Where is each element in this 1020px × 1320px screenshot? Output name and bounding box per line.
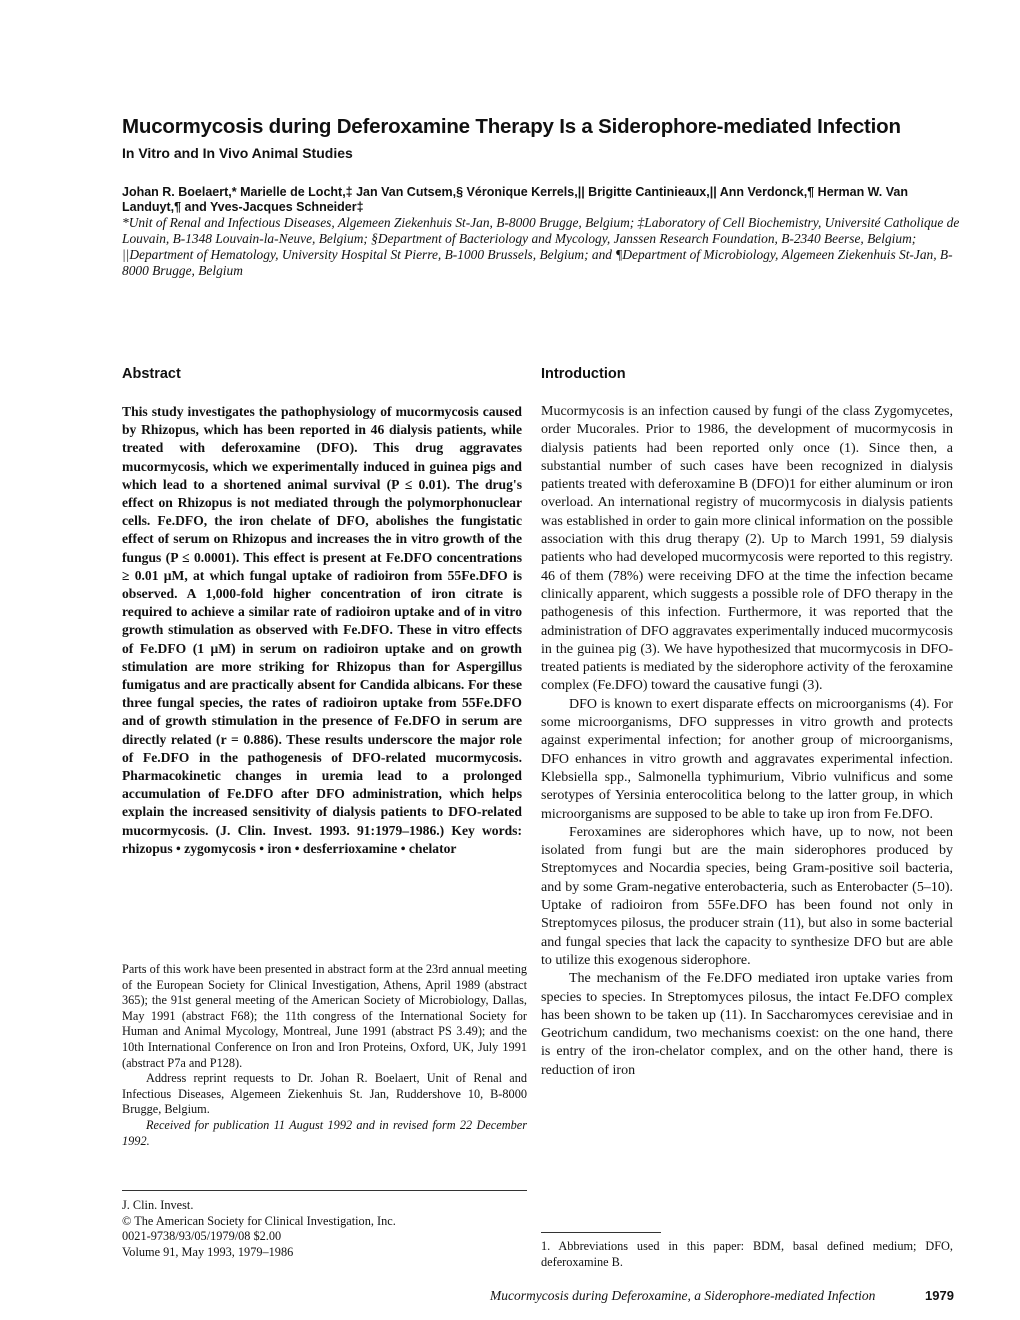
citation-block [122,1198,396,1260]
copyright-line: © The American Society for Clinical Investigation, Inc. [122,1213,396,1228]
article-title: Mucormycosis during Deferoxamine Therapy Is a Siderophore-mediated Infection [122,115,901,138]
article-subtitle: In Vitro and In Vivo Animal Studies [122,145,353,161]
article-notes [122,962,527,1149]
introduction-heading: Introduction [541,366,626,382]
abstract-heading: Abstract [122,366,181,382]
article-code: 0021-9738/93/05/1979/08 $2.00 [122,1229,282,1243]
received-dates: Received for publication 11 August 1992 and in revised form 22 December 1992. [122,1117,527,1148]
affiliations: *Unit of Renal and Infectious Diseases, Algemeen Ziekenhuis St-Jan, B-8000 Brugge, Belgium; ‡Laboratory of Cell Biochemistry, Université Catholique de Louvain, B-1348 Louvain-la-Neuve, Belgium; §Department of Bacteriology and Mycology, Janssen Research Foundation, B-2340 Beerse, Belgium; ||Department of Hematology, University Hospital St Pierre, B-1000 Brussels, Belgium; and ¶Department of Microbiology, Algemeen Ziekenhuis St-Jan, B-8000 Brugge, Belgium [122,215,960,278]
intro-paragraph-4: The mechanism of the Fe.DFO mediated iron uptake varies from species to species. In Streptomyces pilosus, the intact Fe.DFO complex has been shown to be taken up (11). In Saccharomyces cerevisiae and in Geotrichum candidum, two mechanisms coexist: on the one hand, there is entry of the iron-chelator complex, and on the other hand, there is reduction of iron [541,971,953,1078]
abbreviations-footnote: 1. Abbreviations used in this paper: BDM, basal defined medium; DFO, deferoxamine B. [541,1239,953,1269]
volume-line: Volume 91, May 1993, 1979–1986 [122,1244,294,1259]
running-title: Mucormycosis during Deferoxamine, a Siderophore-mediated Infection [490,1288,876,1303]
abstract-text: This study investigates the pathophysiology of mucormycosis caused by Rhizopus, which has been reported in 46 dialysis patients, while treated with deferoxamine (DFO). This drug aggravates mucormycosis, which we experimentally induced in guinea pigs and which lead to a shortened animal survival (P ≤ 0.01). The drug's effect on Rhizopus is not mediated through the polymorphonuclear cells. Fe.DFO, the iron chelate of DFO, abolishes the fungistatic effect of serum on Rhizopus and increases the in vitro growth of the fungus (P ≤ 0.0001). This effect is present at Fe.DFO concentrations ≥ 0.01 μM, at which fungal uptake of radioiron from 55Fe.DFO is observed. A 1,000-fold higher concentration of iron citrate is required to achieve a similar rate of radioiron uptake and of in vitro growth stimulation as observed with Fe.DFO. These in vitro effects of Fe.DFO (1 μM) in serum on radioiron uptake and on growth stimulation are more striking for Rhizopus than for Aspergillus fumigatus and are practically absent for Candida albicans. For these three fungal species, the rates of radioiron uptake from 55Fe.DFO and of growth stimulation in the presence of Fe.DFO in serum are directly related (r = 0.886). These results underscore the major role of Fe.DFO in the pathogenesis of DFO-related mucormycosis. Pharmacokinetic changes in uremia lead to a prolonged accumulation of Fe.DFO after DFO administration, which helps explain the increased sensitivity of dialysis patients to DFO-related mucormycosis. (J. Clin. Invest. 1993. 91:1979–1986.) Key words: rhizopus • zygomycosis • iron • desferrioxamine • chelator [122,404,522,856]
intro-paragraph-2: DFO is known to exert disparate effects on microorganisms (4). For some microorganisms, DFO suppresses in vitro growth and protects against experimental infection; for another group of microorganisms, DFO enhances in vitro growth and aggravates experimental infection. Klebsiella spp., Salmonella typhimurium, Vibrio vulnificus and some serotypes of Yersinia enterocolitica belong to the latter group, in which microorganisms are supposed to be able to take up iron from Fe.DFO. [541,696,953,822]
intro-paragraph-1: Mucormycosis is an infection caused by fungi of the class Zygomycetes, order Mucorales. Prior to 1986, the development of mucormycosis in dialysis patients had been reported only once (1). Since then, a substantial number of such cases have been recognized in dialysis patients treated with deferoxamine B (DFO)1 for either aluminum or iron overload. An international registry of mucormycosis in dialysis patients was established in order to gain more clinical information on the possible association with this drug therapy (2). Up to March 1991, 59 dialysis patients who had developed mucormycosis were reported to this registry. 46 of them (78%) were receiving DFO at the time the infection became clinically apparent, which suggests a possible role of DFO therapy in the pathogenesis of this infection. Furthermore, it was reported that the administration of DFO aggravates experimentally induced mucormycosis in the guinea pig (3). We have hypothesized that mucormycosis in DFO-treated patients is mediated by the siderophore activity of the feroxamine complex (Fe.DFO) toward the causative fungi (3). [541,404,953,694]
page-number: 1979 [925,1288,954,1303]
notes-divider [122,1190,527,1191]
presentation-note: Parts of this work have been presented in abstract form at the 23rd annual meeting of the European Society for Clinical Investigation, Athens, April 1989 (abstract 365); the 91st general meeting of the American Society of Microbiology, Dallas, May 1991 (abstract F68); the 11th congress of the International Society for Human and Animal Mycology, Montreal, June 1991 (abstract PS 3.49); and the 10th International Conference on Iron and Iron Proteins, Oxford, UK, July 1991 (abstract P7a and P128). [122,962,527,1070]
reprint-address: Address reprint requests to Dr. Johan R. Boelaert, Unit of Renal and Infectious Diseases, Algemeen Ziekenhuis St. Jan, Ruddershove 10, B-8000 Brugge, Belgium. [122,1071,527,1117]
author-list: Johan R. Boelaert,* Marielle de Locht,‡ Jan Van Cutsem,§ Véronique Kerrels,|| Brigitte Cantinieaux,|| Ann Verdonck,¶ Herman W. Van Landuyt,¶ and Yves-Jacques Schneider‡ [122,185,908,214]
journal-name: J. Clin. Invest. [122,1198,194,1212]
introduction-body [541,403,953,1080]
footnote-divider [541,1232,661,1233]
intro-paragraph-3: Feroxamines are siderophores which have, up to now, not been isolated from fungi but are the main siderophores produced by Streptomyces and Nocardia species, being Gram-positive soil bacteria, and by some Gram-negative enterobacteria, such as Enterobacter (5–10). Uptake of radioiron from 55Fe.DFO has been found not only in Streptomyces pilosus, the producer strain (11), but also in some bacterial and fungal species that lack the capacity to synthesize DFO but are able to utilize this exogenous siderophore. [541,824,953,968]
